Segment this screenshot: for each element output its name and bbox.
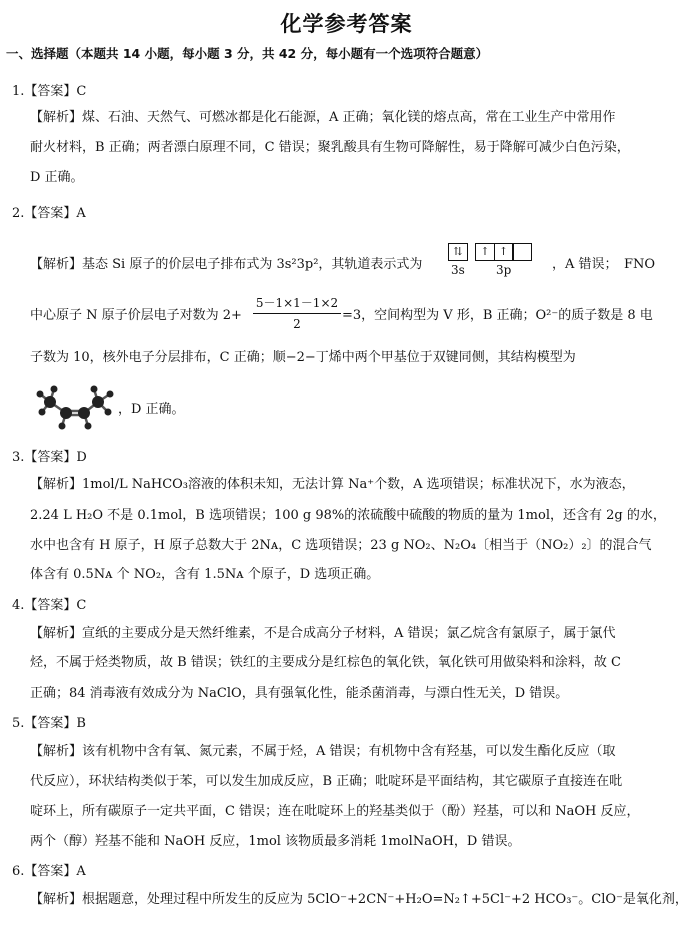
- orbital-diagram: [448, 243, 548, 283]
- q2-explanation-line2b: =3，空间构型为 V 形，B 正确；O²⁻的质子数是 8 电: [342, 308, 653, 323]
- q2-answer: 2.【答案】A: [12, 206, 86, 221]
- q3-explanation-line4: 体含有 0.5Nᴀ 个 NO₂，含有 1.5Nᴀ 个原子，D 选项正确。: [30, 567, 380, 582]
- q3-explanation-line3: 水中也含有 H 原子，H 原子总数大于 2Nᴀ，C 选项错误；23 g NO₂、N₂O₄〔相当于（NO₂）₂〕的混合气: [30, 538, 652, 553]
- q4-explanation-line3: 正确；84 消毒液有效成分为 NaClO，具有强氧化性，能杀菌消毒，与漂白性无关，D 错误。: [30, 686, 569, 701]
- q6-answer: 6.【答案】A: [12, 864, 86, 879]
- q1-explanation-line1: 【解析】煤、石油、天然气、可燃冰都是化石能源，A 正确；氧化镁的熔点高，常在工业生产中常用作: [30, 110, 616, 125]
- q3-explanation-line2: 2.24 L H₂O 不是 0.1mol，B 选项错误；100 g 98%的浓硫酸中硫酸的物质的量为 1mol，还含有 2g 的水，: [30, 508, 666, 523]
- q3-explanation-line1: 【解析】1mol/L NaHCO₃溶液的体积未知，无法计算 Na⁺个数，A 选项错误；标准状况下，水为液态，: [30, 477, 635, 492]
- orbital-3s-box: ⇅: [448, 243, 468, 261]
- q2-explanation-line1b: ，A 错误； FNO: [552, 257, 656, 272]
- orbital-3p-label: 3p: [496, 263, 512, 277]
- fraction-numerator: 5－1×1－1×2: [253, 294, 341, 314]
- q5-explanation-line3: 啶环上，所有碳原子一定共平面，C 错误；连在吡啶环上的羟基类似于（酚）羟基，可以和 NaOH 反应，: [30, 804, 640, 819]
- q3-answer: 3.【答案】D: [12, 450, 87, 465]
- orbital-3s-label: 3s: [451, 263, 465, 277]
- fraction-denominator: 2: [293, 317, 301, 331]
- q2-explanation-line3: 子数为 10，核外电子分层排布，C 正确；顺−2−丁烯中两个甲基位于双键同侧，其结构模型为: [30, 350, 576, 365]
- q1-explanation-line2: 耐火材料，B 正确；两者漂白原理不同，C 错误；聚乳酸具有生物可降解性，易于降解可减少白色污染，: [30, 140, 630, 155]
- q2-explanation-line4: ，D 正确。: [118, 402, 185, 417]
- q5-explanation-line1: 【解析】该有机物中含有氧、氮元素，不属于烃，A 错误；有机物中含有羟基，可以发生酯化反应（取: [30, 744, 616, 759]
- q5-explanation-line2: 代反应），环状结构类似于苯，可以发生加成反应，B 正确；吡啶环是平面结构，其它碳原子直接连在吡: [30, 774, 623, 789]
- fraction: [253, 294, 341, 331]
- q5-answer: 5.【答案】B: [12, 716, 86, 731]
- section-heading: 一、选择题（本题共 14 小题，每小题 3 分，共 42 分，每小题有一个选项符合题意）: [6, 46, 489, 61]
- orbital-3p-box: [512, 243, 532, 261]
- page-title: 化学参考答案: [280, 12, 413, 36]
- q6-explanation-line1: 【解析】根据题意，处理过程中所发生的反应为 5ClO⁻+2CN⁻+H₂O=N₂↑+5Cl⁻+2 HCO₃⁻。ClO⁻是氧化剂，: [30, 892, 688, 907]
- orbital-3p-box: ↑: [494, 243, 514, 261]
- q1-answer: 1.【答案】C: [12, 84, 87, 99]
- orbital-3p-box: ↑: [475, 243, 495, 261]
- q5-explanation-line4: 两个（醇）羟基不能和 NaOH 反应，1mol 该物质最多消耗 1molNaOH，D 错误。: [30, 834, 521, 849]
- q4-answer: 4.【答案】C: [12, 598, 87, 613]
- ball-stick-model-image: [34, 378, 116, 430]
- q2-explanation-line2a: 中心原子 N 原子价层电子对数为 2+: [30, 308, 242, 323]
- q1-explanation-line3: D 正确。: [30, 170, 84, 185]
- q4-explanation-line1: 【解析】宣纸的主要成分是天然纤维素，不是合成高分子材料，A 错误；氯乙烷含有氯原子，属于氯代: [30, 626, 616, 641]
- q4-explanation-line2: 烃，不属于烃类物质，故 B 错误；铁红的主要成分是红棕色的氧化铁，氧化铁可用做染料和涂料，故 C: [30, 655, 621, 670]
- q2-explanation-line1a: 【解析】基态 Si 原子的价层电子排布式为 3s²3p²，其轨道表示式为: [30, 257, 423, 272]
